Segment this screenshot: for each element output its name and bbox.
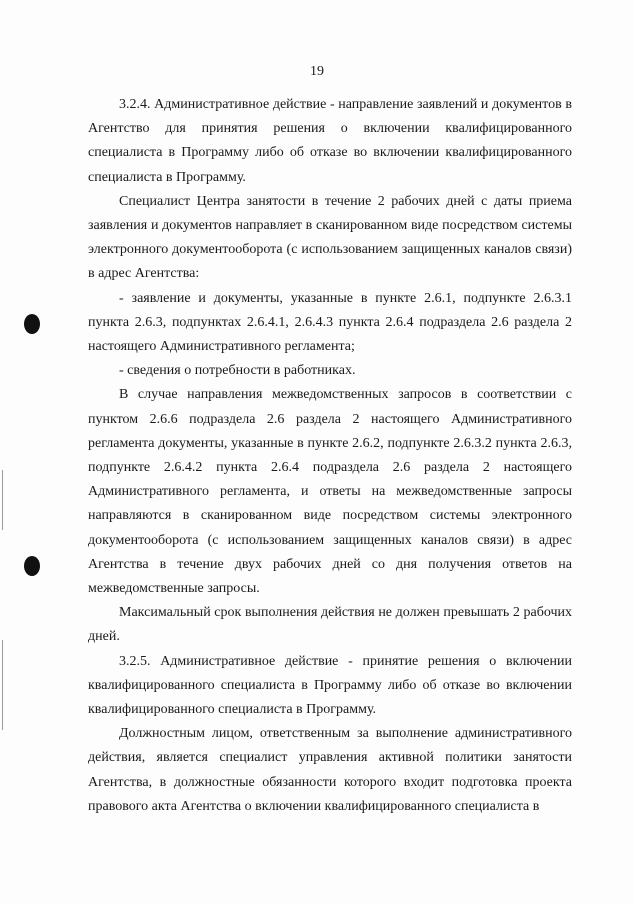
list-item-needs: - сведения о потребности в работниках. bbox=[119, 363, 356, 379]
punch-hole-icon bbox=[24, 556, 40, 576]
document-body bbox=[88, 93, 572, 819]
page-number: 19 bbox=[310, 64, 324, 79]
paragraph-specialist: Специалист Центра занятости в течение 2 рабочих дней с даты приема заявления и документов направляет в сканированном виде посредством системы электронного документооборота (с использованием защищенных каналов связи) в адрес Агентства: bbox=[88, 193, 572, 282]
paragraph-official: Должностным лицом, ответственным за выполнение административного действия, является специалист управления активной политики занятости Агентства, в должностные обязанности которого входит подготовка проекта правового акта Агентства о включении квалифицированного специалиста в bbox=[88, 726, 572, 814]
list-item-documents: - заявление и документы, указанные в пункте 2.6.1, подпункте 2.6.3.1 пункта 2.6.3, подпунктах 2.6.4.1, 2.6.4.3 пункта 2.6.4 подраздела 2.6 раздела 2 настоящего Административного регламента; bbox=[88, 290, 572, 355]
scan-edge-mark bbox=[2, 470, 3, 530]
paragraph-3-2-5: 3.2.5. Административное действие - принятие решения о включении квалифицированного специалиста в Программу либо об отказе во включении квалифицированного специалиста в Программу. bbox=[88, 653, 572, 718]
paragraph-interagency: В случае направления межведомственных запросов в соответствии с пунктом 2.6.6 подраздела 2.6 раздела 2 настоящего Административного регламента документы, указанные в пункте 2.6.2, подпункте 2.6.3.2 пункта 2.6.3, подпункте 2.6.4.2 пункта 2.6.4 подраздела 2.6 раздела 2 настоящего Административного регламента, и ответы на межведомственные запросы направляются в сканированном виде посредством системы электронного документооборота (с использованием защищенных каналов связи) в адрес Агентства в течение двух рабочих дней со дня получения ответов на межведомственные запросы. bbox=[88, 387, 572, 597]
scan-edge-mark bbox=[2, 640, 3, 730]
paragraph-max-term: Максимальный срок выполнения действия не должен превышать 2 рабочих дней. bbox=[88, 605, 572, 645]
punch-hole-icon bbox=[24, 314, 40, 334]
paragraph-3-2-4: 3.2.4. Административное действие - направление заявлений и документов в Агентство для принятия решения о включении квалифицированного специалиста в Программу либо об отказе во включении квалифицированного специалиста в Программу. bbox=[88, 97, 572, 185]
